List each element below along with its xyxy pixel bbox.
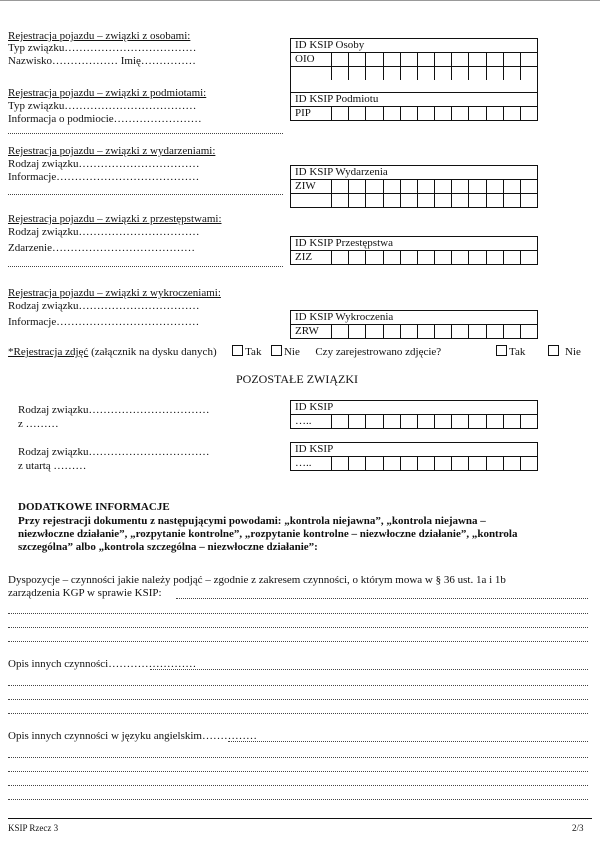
dotted-line[interactable] xyxy=(8,613,588,614)
photo-answer-nie xyxy=(548,345,581,358)
id-box-wydarzenia[interactable] xyxy=(290,165,538,208)
field-line[interactable]: Rodzaj związku…………………………… xyxy=(8,226,200,238)
id-box-code: PIP xyxy=(291,107,332,120)
photo-suffix: (załącznik na dysku danych) xyxy=(88,346,217,358)
photo-label: *Rejestracja zdjęć xyxy=(8,346,89,358)
dotted-line[interactable] xyxy=(8,133,283,134)
dotted-line[interactable] xyxy=(8,713,588,714)
dotted-line[interactable] xyxy=(8,799,588,800)
id-box-title: ID KSIP xyxy=(291,401,537,415)
dotted-line[interactable] xyxy=(8,627,588,628)
dotted-line[interactable] xyxy=(8,757,588,758)
id-box-title: ID KSIP Osoby xyxy=(291,39,537,53)
field-line[interactable]: Rodzaj związku…………………………… xyxy=(8,158,200,170)
footer-rule xyxy=(8,818,592,819)
id-box-title: ID KSIP Podmiotu xyxy=(291,93,537,107)
field-line[interactable]: Zdarzenie………………………………… xyxy=(8,242,195,254)
id-box-wykroczenia[interactable] xyxy=(290,310,538,339)
nie2-checkbox[interactable] xyxy=(548,345,559,356)
id-box-code: ZIW xyxy=(291,180,332,193)
id-box-code: ….. xyxy=(291,457,332,470)
section-title: Rejestracja pojazdu – związki z podmiotami: xyxy=(8,87,207,99)
field-line[interactable]: Rodzaj związku…………………………… xyxy=(8,300,200,312)
photo-answer-tak xyxy=(496,345,525,358)
field-line[interactable]: z ……… xyxy=(18,418,59,430)
dotted-line[interactable] xyxy=(8,785,588,786)
field-line[interactable]: Informacje………………………………… xyxy=(8,316,200,328)
id-box-code: ZIZ xyxy=(291,251,332,264)
top-rule xyxy=(0,0,600,1)
section-title: Rejestracja pojazdu – związki z wydarzeniami: xyxy=(8,145,216,157)
id-box-title: ID KSIP xyxy=(291,443,537,457)
id-box-code: OIO xyxy=(291,53,332,66)
dotted-line[interactable] xyxy=(8,771,588,772)
additional-paragraph-line: niezwłoczne działanie”, „rozpytanie kontrolne”, „rozpytanie kontrolne – niezwłoczne działanie”, „kontrola xyxy=(18,528,518,540)
section-title: Rejestracja pojazdu – związki z wykroczeniami: xyxy=(8,287,221,299)
additional-heading: DODATKOWE INFORMACJE xyxy=(18,501,170,513)
nie-label: Nie xyxy=(283,346,300,358)
page-number: 2/3 xyxy=(572,823,584,833)
other-activities-en-label: Opis innych czynności w języku angielskim…………… xyxy=(8,730,257,742)
id-box-title: ID KSIP Wydarzenia xyxy=(291,166,537,180)
dotted-line[interactable] xyxy=(8,266,283,267)
photo-registration-row xyxy=(8,345,441,358)
tak-label: Tak xyxy=(245,346,262,358)
dotted-line[interactable] xyxy=(8,641,588,642)
tak-checkbox[interactable] xyxy=(232,345,243,356)
field-line[interactable]: Typ związku……………………………… xyxy=(8,42,197,54)
dispositions-line: Dyspozycje – czynności jakie należy podjąć – zgodnie z zakresem czynności, o którym mowa w § 36 ust. 1a i 1b xyxy=(8,574,506,586)
dotted-line[interactable] xyxy=(8,699,588,700)
section-title: Rejestracja pojazdu – związki z osobami: xyxy=(8,30,191,42)
footer-left: KSIP Rzecz 3 xyxy=(8,823,59,833)
id-box-other-2[interactable] xyxy=(290,442,538,471)
tak2-checkbox[interactable] xyxy=(496,345,507,356)
dotted-line[interactable] xyxy=(8,194,283,195)
field-line[interactable]: Rodzaj związku…………………………… xyxy=(18,404,210,416)
nie2-label: Nie xyxy=(565,346,581,358)
id-box-code: ZRW xyxy=(291,325,332,338)
id-box-other-1[interactable] xyxy=(290,400,538,429)
photo-question: Czy zarejestrowano zdjęcie? xyxy=(315,346,442,358)
field-line[interactable]: Typ związku……………………………… xyxy=(8,100,197,112)
id-box-osoby[interactable] xyxy=(290,38,538,93)
field-line[interactable]: Rodzaj związku…………………………… xyxy=(18,446,210,458)
dotted-line[interactable] xyxy=(176,598,588,599)
field-line[interactable]: Informacja o podmiocie…………………… xyxy=(8,113,202,125)
dotted-line[interactable] xyxy=(228,741,588,742)
dotted-line[interactable] xyxy=(8,685,588,686)
other-heading: POZOSTAŁE ZWIĄZKI xyxy=(236,372,359,386)
dispositions-line: zarządzenia KGP w sprawie KSIP: xyxy=(8,587,162,599)
id-box-title: ID KSIP Wykroczenia xyxy=(291,311,537,325)
field-line[interactable]: z utartą ……… xyxy=(18,460,87,472)
additional-paragraph-line: Przy rejestracji dokumentu z następującymi powodami: „kontrola niejawna”, „kontrola niejawna – xyxy=(18,515,486,527)
additional-paragraph-line: szczególna” albo „kontrola szczególna – niezwłoczne działanie”: xyxy=(18,541,318,553)
field-line[interactable]: Informacje………………………………… xyxy=(8,171,200,183)
section-title: Rejestracja pojazdu – związki z przestępstwami: xyxy=(8,213,222,225)
nie-checkbox[interactable] xyxy=(271,345,282,356)
id-box-podmiotu[interactable] xyxy=(290,92,538,121)
dotted-line[interactable] xyxy=(150,669,588,670)
id-box-title: ID KSIP Przestępstwa xyxy=(291,237,537,251)
id-box-przestepstwa[interactable] xyxy=(290,236,538,265)
id-box-code: ….. xyxy=(291,415,332,428)
tak2-label: Tak xyxy=(509,346,526,358)
other-activities-label: Opis innych czynności…………………… xyxy=(8,658,197,670)
field-line[interactable]: Nazwisko……………… Imię…………… xyxy=(8,55,196,67)
